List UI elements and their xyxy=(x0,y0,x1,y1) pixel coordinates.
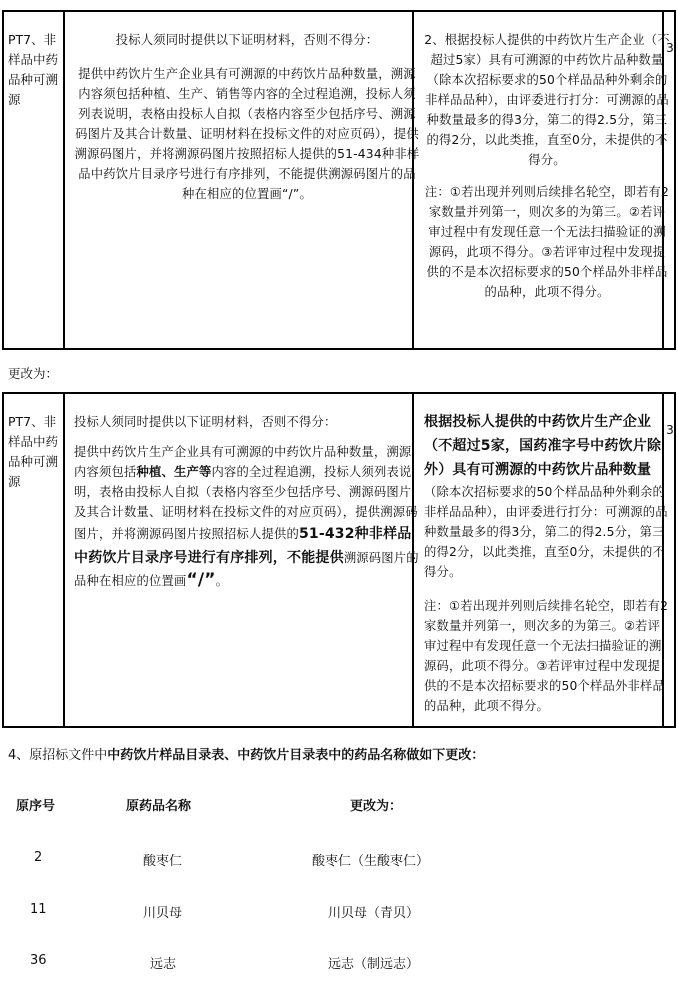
revised-criteria-table xyxy=(2,392,676,728)
row-changed: 酸枣仁（生酸枣仁） xyxy=(312,854,430,869)
scoring-main: 根据投标人提供的中药饮片生产企业（不超过5家，国药准字号中药饮片除外）具有可溯源的中药饮片品种数量（除本次招标要求的50个样品品种外剩余的非样品品种），由评委进行打分：可溯源的品种数量最多的得3分，第二的得2.5分，第三的得2分，以此类推，直至0分，未提供的不得分。 xyxy=(424,414,668,579)
scoring-cell xyxy=(416,394,678,726)
row-changed: 川贝母（青贝） xyxy=(328,906,420,921)
scoring-note: 注：①若出现并列则后续排名轮空，即若有2家数量并列第一，则次多的为第三。②若评审过程中有发现任意一个无法扫描验证的溯源码，此项不得分。③若评审过程中发现提供的不是本次招标要求的50个样品外非样品的品种，此项不得分。 xyxy=(424,599,669,713)
header-original-name: 原药品名称 xyxy=(126,799,192,814)
header-original-no: 原序号 xyxy=(16,799,56,814)
requirement-body: 提供中药饮片生产企业具有可溯源的中药饮片品种数量，溯源内容须包括种植、生产等内容的全过程追溯，投标人须列表说明，表格由投标人自拟（表格内容至少包括序号、溯源码图片及其合计数量、证明材料在投标文件的对应页码），提供溯源码图片，并将溯源码图片按照招标人提供的51-432种非样品中药饮片目录序号进行有序排列，不能提供溯源码图片的品种在相应的位置画“/”。 xyxy=(74,445,419,590)
original-criteria-table xyxy=(2,10,676,350)
changed-to-label: 更改为： xyxy=(8,366,59,381)
item-code-cell: PT7、非样品中药品种可溯源 xyxy=(8,32,59,107)
requirement-body: 提供中药饮片生产企业具有可溯源的中药饮片品种数量，溯源内容须包括种植、生产、销售等内容的全过程追溯，投标人须列表说明，表格由投标人自拟（表格内容至少包括序号、溯源码图片及其合计数量、证明材料在投标文件的对应页码），提供溯源码图片，并将溯源码图片按照招标人提供的51-434种非样品中药饮片目录序号进行有序排列，不能提供溯源码图片的品种在相应的位置画“/”。 xyxy=(74,67,420,201)
row-changed: 远志（制远志） xyxy=(328,957,420,972)
item-code-cell: PT7、非样品中药品种可溯源 xyxy=(8,414,59,489)
row-no: 36 xyxy=(30,953,47,968)
item-4-heading: 4、原招标文件中中药饮片样品目录表、中药饮片目录表中的药品名称做如下更改： xyxy=(8,748,485,763)
scoring-main: 2、根据投标人提供的中药饮片生产企业（不超过5家）具有可溯源的中药饮片品种数量（除本次招标要求的50个样品品种外剩余的非样品品种），由评委进行打分：可溯源的品种数量最多的得3分，第二的得2.5分，第三的得2分，以此类推，直至0分，未提供的不得分。 xyxy=(424,33,670,167)
scoring-note: 注：①若出现并列则后续排名轮空，即若有2家数量并列第一，则次多的为第三。②若评审过程中有发现任意一个无法扫描验证的溯源码，此项不得分。③若评审过程中发现提供的不是本次招标要求的50个样品外非样品的品种，此项不得分。 xyxy=(424,185,670,299)
row-original: 远志 xyxy=(150,957,177,972)
requirement-intro: 投标人须同时提供以下证明材料，否则不得分： xyxy=(115,33,379,47)
requirement-cell xyxy=(66,12,428,348)
row-original: 川贝母 xyxy=(143,906,183,921)
requirement-intro: 投标人须同时提供以下证明材料，否则不得分： xyxy=(74,415,337,429)
row-original: 酸枣仁 xyxy=(143,854,183,869)
requirement-cell xyxy=(66,394,428,726)
points-cell: 3 xyxy=(666,423,674,437)
header-changed-to: 更改为： xyxy=(350,799,403,814)
scoring-cell xyxy=(416,12,678,348)
row-no: 2 xyxy=(34,850,43,865)
row-no: 11 xyxy=(30,902,47,917)
points-cell: 3 xyxy=(666,41,674,55)
